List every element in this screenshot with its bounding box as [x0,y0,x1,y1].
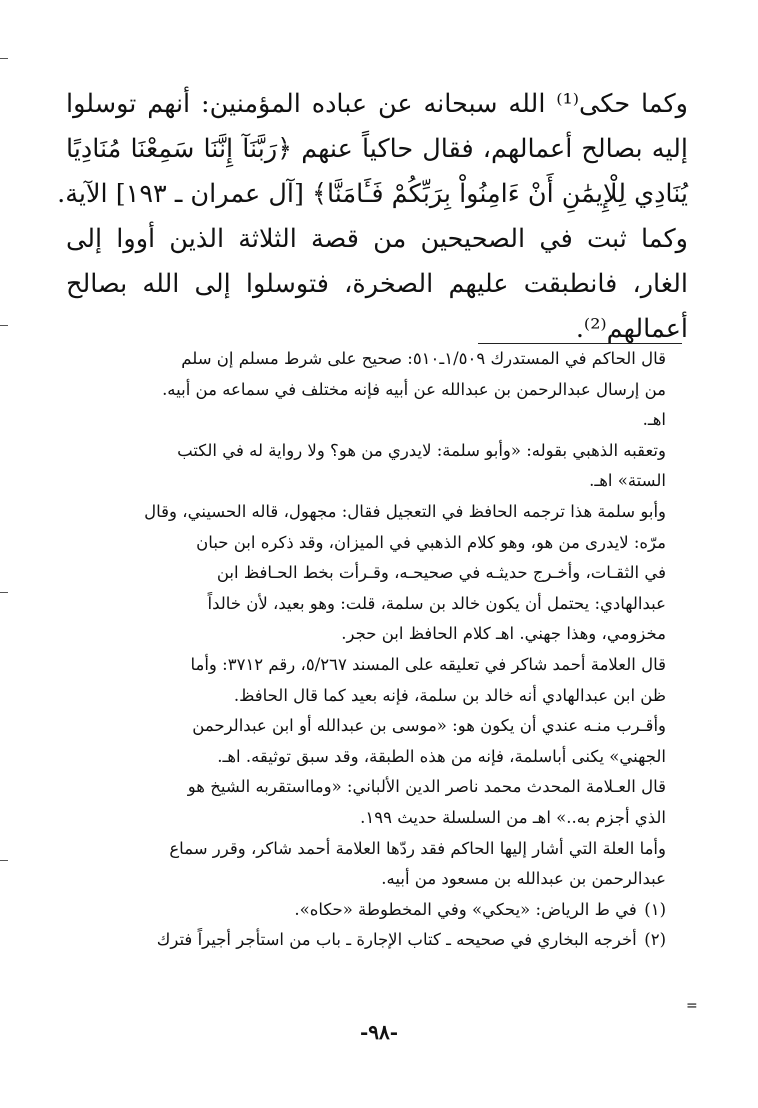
margin-mark [0,325,8,326]
main-line: أعمالهم⁽²⁾. [575,314,688,344]
main-text [57,82,688,352]
note-line: قال الحاكم في المستدرك ١/٥٠٩ـ٥١٠: صحيح على شرط مسلم إن سلم [181,349,666,368]
main-line: وكما حكى⁽¹⁾ الله سبحانه عن عباده المؤمنين: أنهم توسلوا [66,89,688,119]
footnote-number: (٢) [644,930,666,950]
note-line: في الثقـات، وأخـرج حديثـه في صحيحـه، وقـرأت بخط الحـافظ ابن [216,563,666,583]
note-line: عبدالرحمن بن عبدالله بن مسعود من أبيه. [381,869,666,889]
footnote-1 [94,895,666,926]
margin-mark [0,592,8,593]
footnote-number: (١) [644,899,666,919]
note-line: مرّه: لايدرى من هو، وهو كلام الذهبي في الميزان، وقد ذكره ابن حبان [196,532,666,552]
margin-mark [0,860,8,861]
note-line: عبدالهادي: يحتمل أن يكون خالد بن سلمة، قلت: وهو بعيد، لأن خالداً [207,593,666,613]
note-line: قال العـلامة المحدث محمد ناصر الدين الألباني: «ومااستقربه الشيخ هو [187,777,666,797]
note-line: مخزومي، وهذا جهني. اهـ كلام الحافظ ابن حجر. [341,624,666,644]
note-line: الجهني» يكنى أباسلمة، فإنه من هذه الطبقة، وقد سبق توثيقه. اهـ. [217,746,666,766]
main-line: الغار، فانطبقت عليهم الصخرة، فتوسلوا إلى الله بصالح [66,269,688,299]
main-line: إليه بصالح أعمالهم، فقال حاكياً عنهم ﴿رَبَّنَآ إِنَّنَا سَمِعْنَا مُنَادِيًا [66,134,688,164]
note-line: الذي أجزم به..» اهـ من السلسلة حديث ١٩٩. [360,807,666,827]
footnote-text: أخرجه البخاري في صحيحه ـ كتاب الإجارة ـ باب من استأجر أجيراً فترك [156,930,637,950]
note-line: وأقـرب منـه عندي أن يكون هو: «موسى بن عبدالله أو ابن عبدالرحمن [192,716,666,736]
note-line: الستة» اهـ. [589,471,666,491]
main-line: يُنَادِي لِلْإِيمَٰنِ أَنْ ءَامِنُواْ بِرَبِّكُمْ فَـَٔامَنَّا﴾ [آل عمران ـ ١٩٣] الآية. [57,179,688,209]
continuation-mark: = [686,998,698,1014]
note-line: ظن ابن عبدالهادي أنه خالد بن سلمة، فإنه بعيد كما قال الحافظ. [233,685,666,705]
note-line: اهـ. [642,410,666,430]
footnote-text: في ط الرياض: «يحكي» وفي المخطوطة «حكاه». [294,899,637,919]
footnote-2 [94,925,666,956]
note-line: من إرسال عبدالرحمن بن عبدالله عن أبيه فإنه مختلف في سماعه من أبيه. [162,379,666,399]
note-line: قال العلامة أحمد شاكر في تعليقه على المسند ٥/٢٦٧، رقم ٣٧١٢: وأما [190,654,666,674]
footnotes [94,344,666,956]
margin-mark [0,58,8,59]
note-line: وأما العلة التي أشار إليها الحاكم فقد ردّها العلامة أحمد شاكر، وقرر سماع [169,838,666,858]
main-line: وكما ثبت في الصحيحين من قصة الثلاثة الذين أووا إلى [66,224,688,254]
note-line: وأبو سلمة هذا ترجمه الحافظ في التعجيل فقال: مجهول، قاله الحسيني، وقال [144,501,666,521]
note-line: وتعقبه الذهبي بقوله: «وأبو سلمة: لايدري من هو؟ ولا رواية له في الكتب [177,440,666,460]
page-number: -٩٨- [359,1020,399,1044]
